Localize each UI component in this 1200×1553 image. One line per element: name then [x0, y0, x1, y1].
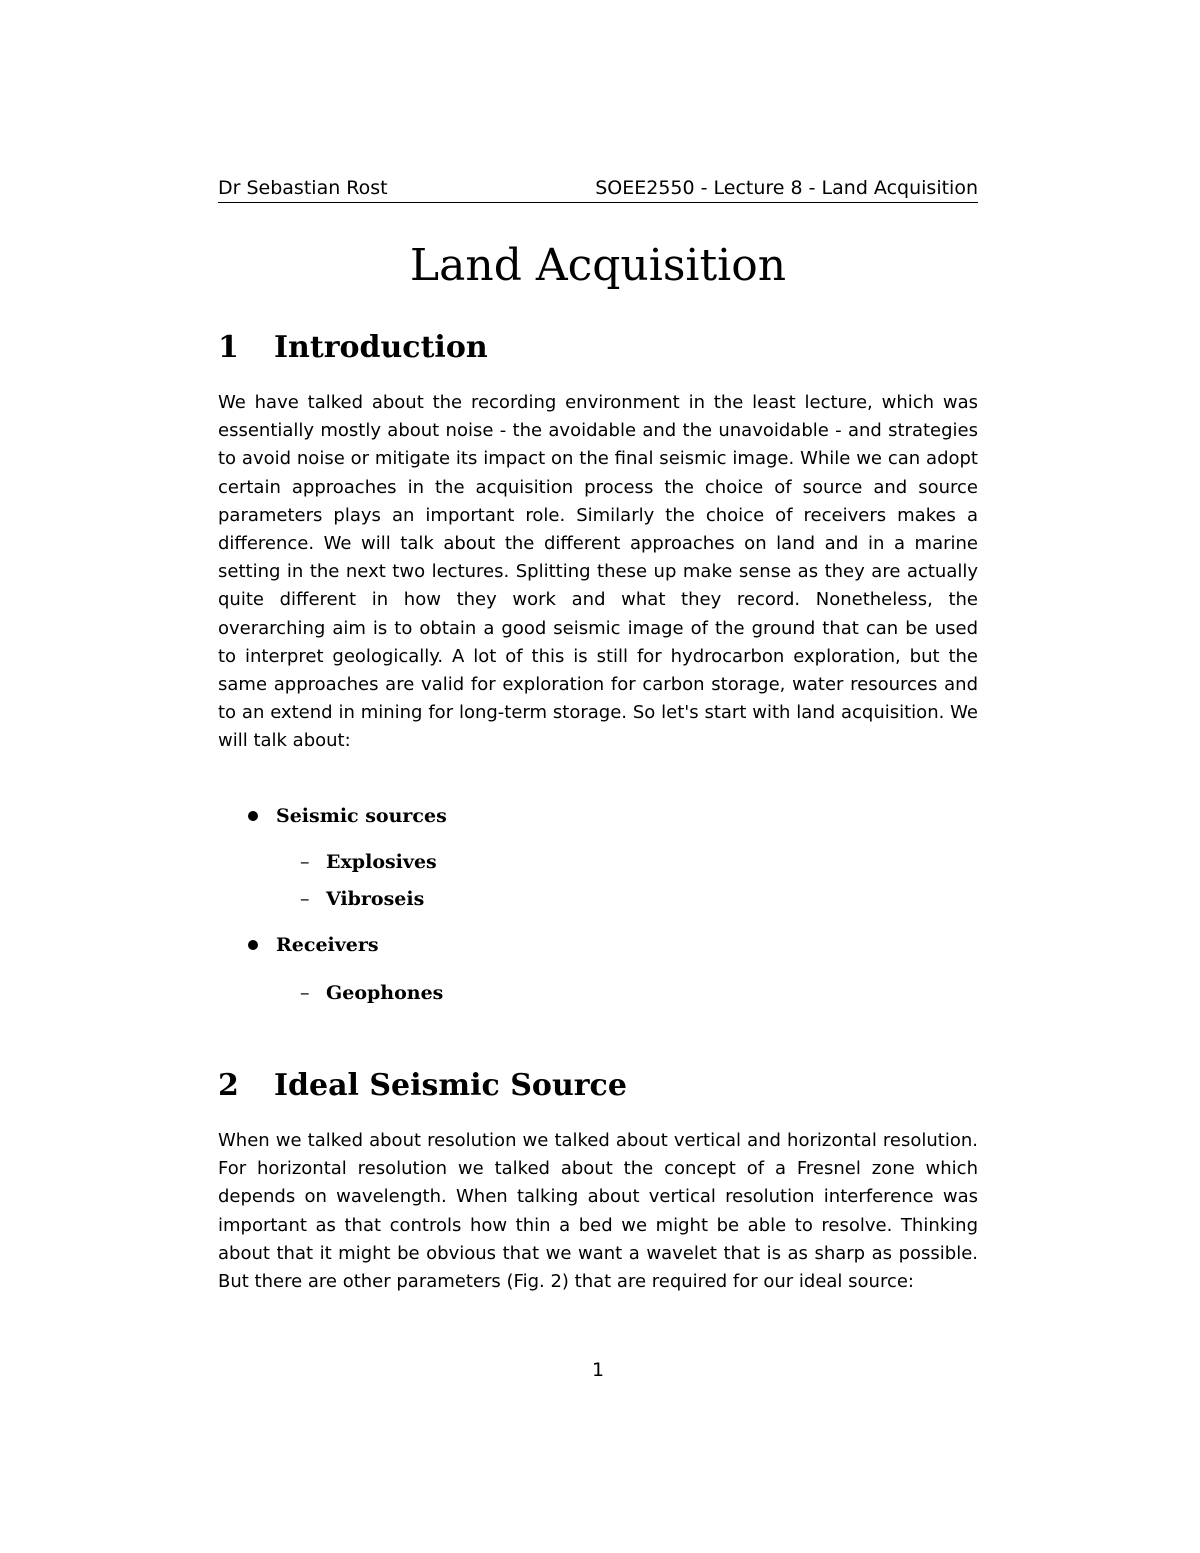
list-item: [218, 801, 978, 831]
section-heading-introduction: [218, 328, 978, 368]
section-number: 2: [218, 1068, 239, 1103]
dash-icon: –: [300, 851, 310, 873]
dash-icon: –: [300, 888, 310, 910]
list-subitem-label: Explosives: [326, 851, 437, 873]
document-page: [218, 0, 978, 1553]
header-course: SOEE2550 - Lecture 8 - Land Acquisition: [595, 177, 978, 199]
ideal-source-paragraph: When we talked about resolution we talked about vertical and horizontal resolution. For horizontal resolution we talked about the concept of a Fresnel zone which depends on wavelength. When talking about vertical resolution interference was important as that controls how thin a bed we might be able to resolve. Thinking about that it might be obvious that we want a wavelet that is as sharp as possible. But there are other parameters (Fig. 2) that are required for our ideal source:: [218, 1130, 978, 1293]
header-author: Dr Sebastian Rost: [218, 177, 388, 199]
section-number: 1: [218, 330, 239, 365]
list-subitem: [218, 978, 978, 1008]
bullet-icon: [248, 940, 258, 950]
section-heading-ideal-seismic-source: [218, 1066, 978, 1106]
section-title: Ideal Seismic Source: [274, 1068, 627, 1103]
list-item: [218, 930, 978, 960]
intro-paragraph: We have talked about the recording environment in the least lecture, which was essentially mostly about noise - the avoidable and the unavoidable - and strategies to avoid noise or mitigate its impact on the final seismic image. While we can adopt certain approaches in the acquisition process the choice of source and source parameters plays an important role. Similarly the choice of receivers makes a difference. We will talk about the different approaches on land and in a marine setting in the next two lectures. Splitting these up make sense as they are actually quite different in how they work and what they record. Nonetheless, the overarching aim is to obtain a good seismic image of the ground that can be used to interpret geologically. A lot of this is still for hydrocarbon exploration, but the same approaches are valid for exploration for carbon storage, water resources and to an extend in mining for long-term storage. So let's start with land acquisition. We will talk about:: [218, 392, 978, 752]
list-subitem-label: Geophones: [326, 982, 444, 1004]
dash-icon: –: [300, 982, 310, 1004]
running-header: [218, 176, 978, 203]
list-item-label: Seismic sources: [276, 805, 447, 827]
document-title: Land Acquisition: [409, 240, 787, 291]
list-subitem: [218, 884, 978, 914]
list-subitem: [218, 847, 978, 877]
list-subitem-label: Vibroseis: [326, 888, 425, 910]
bullet-icon: [248, 811, 258, 821]
list-item-label: Receivers: [276, 934, 379, 956]
section-title: Introduction: [274, 330, 488, 365]
page-number: 1: [591, 1359, 605, 1381]
